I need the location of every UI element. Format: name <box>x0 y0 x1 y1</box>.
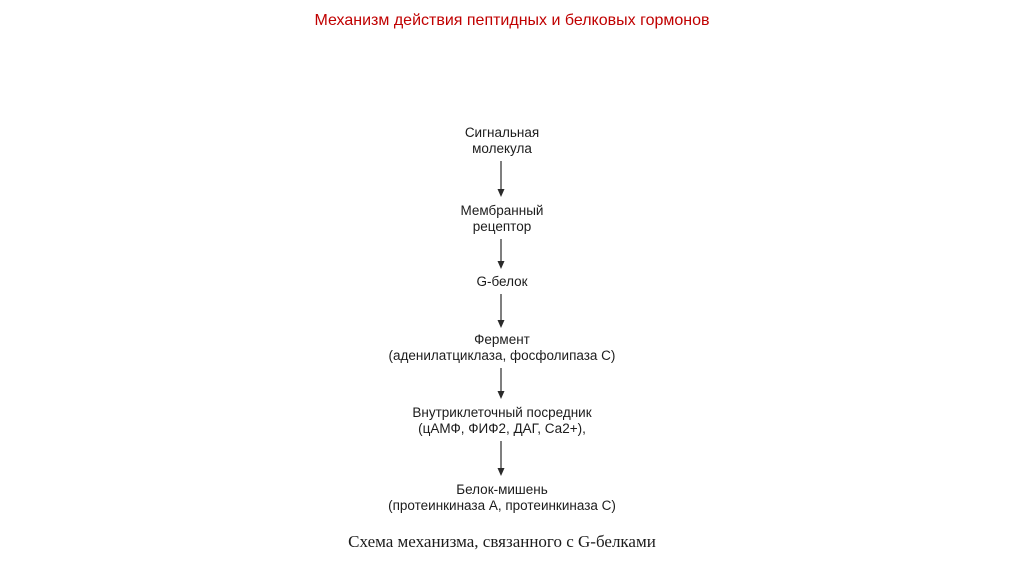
arrow-down-icon <box>498 239 505 269</box>
node-line: (аденилатциклаза, фосфолипаза С) <box>388 348 616 363</box>
node-line: Сигнальная <box>464 125 540 140</box>
slide-title: Механизм действия пептидных и белковых гормонов <box>314 12 710 29</box>
arrow-down-icon <box>498 161 505 197</box>
node-line: Белок-мишень <box>456 482 548 497</box>
node-line: Фермент <box>474 332 530 347</box>
arrow-down-icon <box>498 368 505 399</box>
node-line: (протеинкиназа А, протеинкиназа С) <box>388 498 616 513</box>
arrow-down-icon <box>498 294 505 328</box>
node-line: Внутриклеточный посредник <box>412 405 592 420</box>
node-line: (цАМФ, ФИФ2, ДАГ, Са2+), <box>418 421 586 436</box>
node-line: Мембранный <box>460 203 544 218</box>
arrow-down-icon <box>498 441 505 476</box>
node-line: G-белок <box>476 274 528 289</box>
node-line: молекула <box>472 141 532 156</box>
diagram-caption: Схема механизма, связанного с G-белками <box>348 532 656 551</box>
node-line: рецептор <box>472 219 532 234</box>
